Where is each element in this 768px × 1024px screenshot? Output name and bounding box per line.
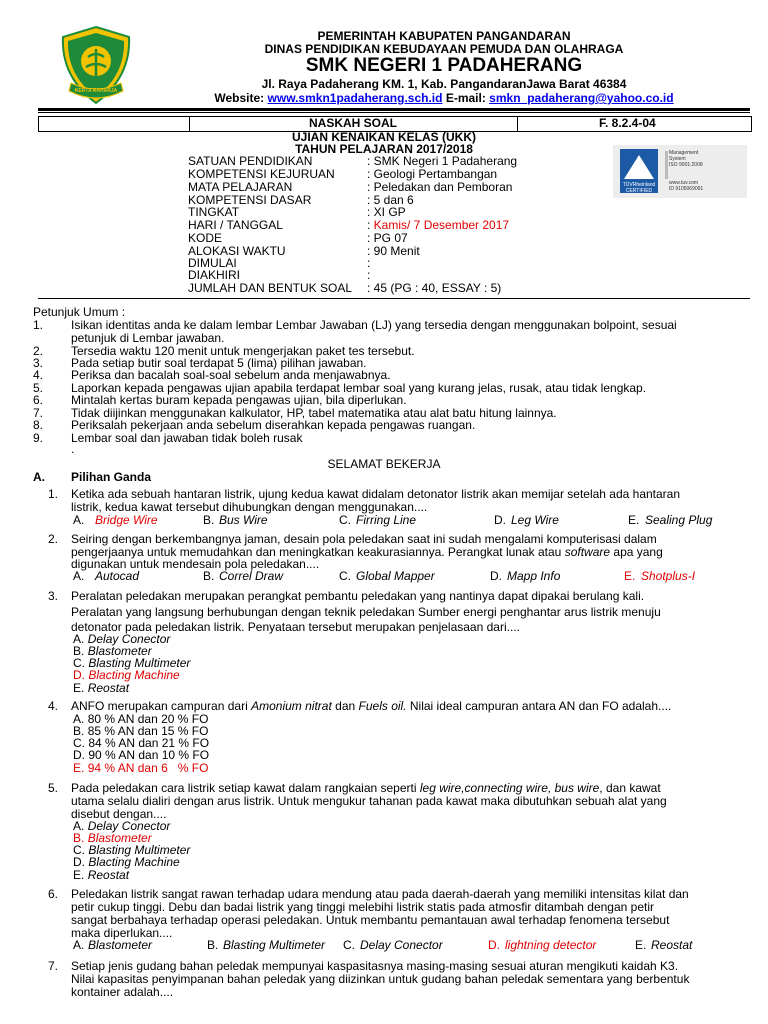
option-key-answer: E. [624,569,636,583]
option-key-answer: D. [488,938,500,952]
info-colon: : [367,218,374,232]
list-number: 7. [33,406,44,420]
question-text: listrik, kedua kawat tersebut dihubungkan dengan menggunakan.... [71,500,428,514]
cert-line: ID 9105069091 [669,186,704,192]
option-text: Blastometer [88,938,153,952]
email-link[interactable]: smkn_padaherang@yahoo.co.id [489,91,674,105]
exam-title: UJIAN KENAIKAN KELAS (UKK) [291,130,476,144]
selamat-bekerja: SELAMAT BEKERJA [327,457,441,471]
option-text: Sealing Plug [645,513,713,527]
tuv-badge-text: TÜVRheinland CERTIFIED [622,182,656,194]
option-key: A. [73,819,85,833]
question-number: 6. [48,887,59,901]
petunjuk-title: Petunjuk Umum : [33,305,126,319]
question-number: 4. [48,699,59,713]
option-text: Delay Conector [87,819,171,833]
option-text: 94 % AN dan 6 % FO [87,761,209,775]
list-item: Periksa dan bacalah soal-soal sebelum anda menjawabnya. [71,368,391,382]
list-item: Mintalah kertas buram kepada pengawas ujian, bila diperlukan. [71,393,407,407]
box-divider [517,117,518,131]
option-text: 90 % AN dan 10 % FO [88,748,210,762]
info-value: : SMK Negeri 1 Padaherang [367,154,518,168]
cert-line: ISO 9001:2008 [669,162,703,168]
option-text: Blasting Multimeter [88,843,191,857]
option-text: Firring Line [356,513,417,527]
info-label: HARI / TANGGAL [188,218,283,232]
cert-text [669,150,703,192]
option-key: C. [343,938,355,952]
option-text: Leg Wire [511,513,559,527]
option-key: D. [73,668,85,682]
option-text: Mapp Info [507,569,561,583]
list-number: 6. [33,393,44,407]
option-text: Blastometer [87,831,152,845]
option-key: D. [494,513,506,527]
tuv-triangle-icon [624,155,654,179]
list-number: 8. [33,418,44,432]
option-key: B. [73,724,85,738]
header-department: DINAS PENDIDIKAN KEBUDAYAAN PEMUDA DAN OLAHRAGA [264,42,624,56]
option-key: A. [73,712,85,726]
info-value: : [367,268,371,282]
option-text: Reostat [87,681,130,695]
header-government: PEMERINTAH KABUPATEN PANGANDARAN [317,29,571,43]
list-number: 1. [33,318,44,332]
option-key: B. [203,513,215,527]
option-answer [73,669,180,682]
info-bottom-rule [38,298,750,299]
option-key: D. [73,855,85,869]
section-title: Pilihan Ganda [71,470,152,484]
option-text: Bus Wire [219,513,268,527]
option-text: Autocad [95,569,140,583]
question-number: 7. [48,959,59,973]
text-italic: Amonium nitrat [251,699,332,713]
question-text: Nilai kapasitas penyimpanan bahan peledak yang diizinkan untuk gudang bahan peledak sementara yang berbentuk [71,972,690,986]
list-item-cont: petunjuk di Lembar jawaban. [71,331,225,345]
option-key: B. [73,831,85,845]
doc-code: F. 8.2.4-04 [599,116,656,130]
logo-ribbon-text: KERTA RAHARJA [74,88,118,94]
info-value: : Geologi Pertambangan [367,167,498,181]
list-number: 5. [33,381,44,395]
header-contact [60,91,768,105]
info-label: KODE [188,231,223,245]
option-key: B. [203,569,215,583]
list-item: Isikan identitas anda ke dalam lembar Lembar Jawaban (LJ) yang tersedia dengan menggunakan bolpoint, sesuai [71,318,677,332]
option-text: Correl Draw [219,569,284,583]
option-text: Blacting Machine [88,668,180,682]
option-text: Blastometer [87,644,152,658]
question-text: disebut dengan.... [71,807,167,821]
cert-line: System [669,156,686,162]
cert-barcode-icon [665,151,668,179]
website-label: Website: [214,91,265,105]
text-span: pengerjaanya untuk memudahkan dan meningkatkan keakurasiannya. Perangkat lunak atau [71,545,562,559]
question-text: Ketika ada sebuah hantaran listrik, ujung kedua kawat didalam detonator listrik akan memijar setelah ada hantaran [71,487,681,501]
question-text: petir cukup tinggi. Debu dan badai listrik yang tinggi melebihi listrik statis pada atmosfir ditambah dengan petir [71,900,654,914]
option [73,869,129,882]
list-item: Periksalah pekerjaan anda sebelum diserahkan kepada pengawas ruangan. [71,418,476,432]
list-item: Tersedia waktu 120 menit untuk mengerjakan paket tes tersebut. [71,344,415,358]
question-text: maka diperlukan.... [71,926,173,940]
list-item: Lembar soal dan jawaban tidak boleh rusak [71,431,303,445]
option-key: E. [635,938,647,952]
list-item: Pada setiap butir soal terdapat 5 (lima) pilihan jawaban. [71,356,367,370]
option-text: 84 % AN dan 21 % FO [88,736,210,750]
list-number: 3. [33,356,44,370]
text-span: Pada peledakan cara listrik setiap kawat dalam rangkaian seperti [71,781,417,795]
question-text: utama selalu dialiri dengan arus listrik. Untuk mengukur tahanan pada kawat maka dibutuhkan sebuah alat yang [71,794,667,808]
question-text: Peralatan peledakan merupakan perangkat pembantu peledakan yang nantinya dapat dipakai berulang kali. [71,589,645,603]
list-item: Laporkan kepada pengawas ujian apabila terdapat lembar soal yang kurang jelas, rusak, atau tidak lengkap. [71,381,647,395]
text-span: Nilai ideal campuran antara AN dan FO adalah.... [406,699,672,713]
option [73,749,209,762]
option-answer [73,762,208,775]
website-link[interactable]: www.smkn1padaherang.sch.id [267,91,443,105]
list-number: 9. [33,431,44,445]
option [73,856,180,869]
info-label: DIAKHIRI [188,268,241,282]
option-key: E. [73,761,85,775]
stray-dot: . [71,442,75,456]
question-text: Peralatan yang langsung berhubungan dengan teknik peledakan Sumber energi penghantar arus listrik menuju [71,605,661,619]
option-key: C. [339,513,351,527]
question-text: sangat berbahaya terhadap operasi peledakan. Untuk membantu pemantauan awal terhadap fenomena tersebut [71,913,670,927]
question-text: kontainer adalah.... [71,985,174,999]
option [73,682,129,695]
option-text: Blasting Multimeter [88,656,191,670]
header-rule-thin [38,112,750,113]
info-label: ALOKASI WAKTU [188,244,286,258]
info-value: : 45 (PG : 40, ESSAY : 5) [367,281,502,295]
question-text: detonator pada peledakan listrik. Penyataan tersebut merupakan penjelasaan dari.... [71,620,520,634]
question-text: Seiring dengan berkembangnya jaman, desain pola peledakan saat ini sudah mengalami komputerisasi dalam [71,532,657,546]
question-number: 3. [48,589,59,603]
option-key: A. [73,513,85,527]
text-italic: Fuels oil. [358,699,407,713]
text-span: dan [335,699,356,713]
iso-certificate-badge [613,145,747,198]
option-key: D. [73,748,85,762]
option-key: C. [73,843,85,857]
info-label: KOMPETENSI DASAR [188,193,312,207]
list-item: Tidak diijinkan menggunakan kalkulator, HP, tabel matematika atau alat batu hitung lainnya. [71,406,557,420]
doc-title: NASKAH SOAL [308,116,397,130]
option-key: C. [73,736,85,750]
text-span: apa yang [613,545,663,559]
question-number: 2. [48,532,59,546]
list-number: 2. [33,344,44,358]
info-label: SATUAN PENDIDIKAN [188,154,313,168]
option-text: Blacting Machine [88,855,180,869]
text-italic: leg wire,connecting wire, bus wire [419,781,600,795]
header-school-name: SMK NEGERI 1 PADAHERANG [305,55,583,76]
info-value: : XI GP [367,205,406,219]
info-label: TINGKAT [188,205,240,219]
question-number: 1. [48,487,59,501]
option-key: C. [339,569,351,583]
option-key: A. [73,569,85,583]
option-text: Global Mapper [356,569,435,583]
header-address: Jl. Raya Padaherang KM. 1, Kab. PangandaranJawa Barat 46384 [261,77,627,91]
question-text [71,700,671,713]
text-span: ANFO merupakan campuran dari [71,699,248,713]
cert-line: Management [669,150,699,156]
info-value: : PG 07 [367,231,408,245]
option-text: Reostat [651,938,693,952]
option-text: Reostat [87,868,130,882]
option-key: E. [628,513,640,527]
option-text: Blasting Multimeter [223,938,326,952]
question-text: Peledakan listrik sangat rawan terhadap udara mendung atau pada daerah-daerah yang memiliki intensitas kilat dan [71,887,689,901]
info-label: KOMPETENSI KEJURUAN [188,167,335,181]
header-rule-thick [38,108,750,111]
info-value: : [367,256,371,270]
info-label: MATA PELAJARAN [188,180,293,194]
question-text: digunakan untuk mendesain pola peledakan.... [71,557,320,571]
exam-year: TAHUN PELAJARAN 2017/2018 [295,142,473,156]
option-text: Delay Conector [360,938,443,952]
option-key: A. [73,632,85,646]
question-text: Setiap jenis gudang bahan peledak mempunyai kaspasitasnya masing-masing sesuai aturan mengikuti kaidah K3. [71,959,679,973]
info-value: : 90 Menit [367,244,420,258]
option-key: D. [490,569,502,583]
option-answer: Shotplus-I [641,569,696,583]
exam-date: Kamis/ 7 Desember 2017 [373,218,510,232]
option-text: 80 % AN dan 20 % FO [87,712,209,726]
list-number: 4. [33,368,44,382]
info-label: DIMULAI [188,256,237,270]
option-key: E. [73,681,85,695]
option-text: 85 % AN dan 15 % FO [87,724,209,738]
option-text: Delay Conector [87,632,171,646]
option-answer: Bridge Wire [95,513,158,527]
option-key: B. [207,938,219,952]
option-key: B. [73,644,85,658]
text-span: , dan kawat [599,781,661,795]
option-answer: lightning detector [505,938,597,952]
email-label: E-mail: [445,91,486,105]
option-key: C. [73,656,85,670]
section-letter: A. [33,470,45,484]
text-italic: software [564,545,611,559]
cert-line: www.tuv.com [669,180,699,186]
question-text [71,782,661,795]
info-value: : 5 dan 6 [367,193,414,207]
question-number: 5. [48,781,59,795]
info-label: JUMLAH DAN BENTUK SOAL [188,281,353,295]
option-key: E. [73,868,85,882]
option-key: A. [73,938,85,952]
info-value: : Peledakan dan Pemboran [367,180,513,194]
